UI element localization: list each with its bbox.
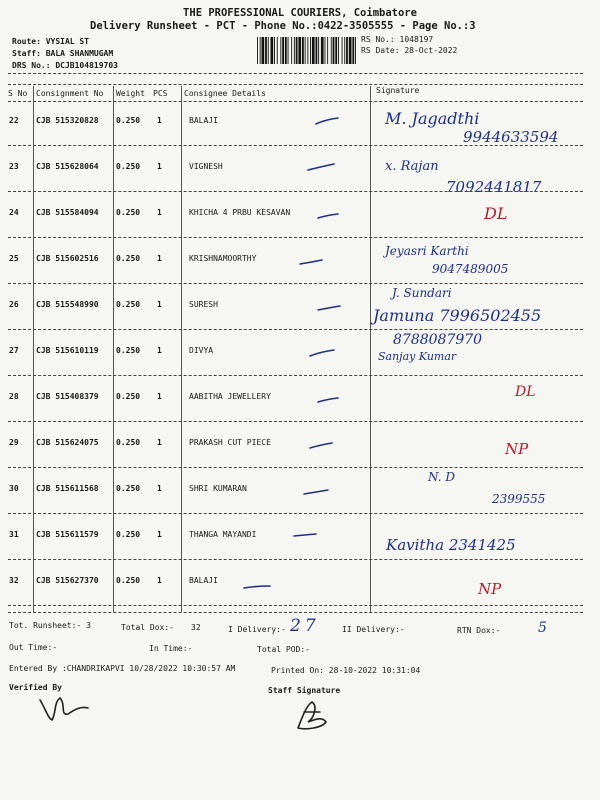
row-weight: 0.250 bbox=[116, 162, 141, 171]
row-pcs: 1 bbox=[157, 208, 162, 217]
row-weight: 0.250 bbox=[116, 530, 141, 539]
row-consignee: SURESH bbox=[189, 300, 218, 309]
col-header-sno: S No bbox=[8, 89, 28, 98]
total-dox-value: 32 bbox=[191, 623, 201, 632]
row-consignee: KRISHNAMOORTHY bbox=[189, 254, 257, 263]
row-sno: 29 bbox=[9, 438, 19, 447]
row-signature: x. Rajan bbox=[385, 159, 439, 174]
row-sno: 27 bbox=[9, 346, 19, 355]
pen-tick bbox=[294, 534, 316, 536]
row-pcs: 1 bbox=[157, 300, 162, 309]
pen-tick bbox=[318, 398, 338, 402]
row-consignment-no: CJB 515611579 bbox=[36, 530, 99, 539]
verified-by-label: Verified By bbox=[9, 683, 62, 692]
row-weight: 0.250 bbox=[116, 254, 141, 263]
row-signature: J. Sundari bbox=[392, 286, 452, 300]
row-pcs: 1 bbox=[157, 530, 162, 539]
row-signature: NP bbox=[478, 580, 502, 598]
printed-on: Printed On: 28-10-2022 10:31:04 bbox=[271, 666, 421, 675]
rs-date: RS Date: 28-Oct-2022 bbox=[361, 46, 458, 55]
row-sno: 23 bbox=[9, 162, 19, 171]
row-weight: 0.250 bbox=[116, 346, 141, 355]
rtn-dox-label: RTN Dox:- bbox=[457, 626, 501, 635]
row-pcs: 1 bbox=[157, 162, 162, 171]
row-sno: 30 bbox=[9, 484, 19, 493]
row-weight: 0.250 bbox=[116, 300, 141, 309]
pen-tick bbox=[300, 260, 322, 264]
row-pcs: 1 bbox=[157, 576, 162, 585]
route-label: Route: VYSIAL ST bbox=[12, 37, 90, 46]
row-pcs: 1 bbox=[157, 438, 162, 447]
row-consignee: BALAJI bbox=[189, 576, 218, 585]
row-sno: 24 bbox=[9, 208, 19, 217]
row-signature-phone: 2399555 bbox=[492, 492, 546, 506]
row-weight: 0.250 bbox=[116, 208, 141, 217]
row-weight: 0.250 bbox=[116, 576, 141, 585]
row-consignment-no: CJB 515602516 bbox=[36, 254, 99, 263]
row-consignment-no: CJB 515408379 bbox=[36, 392, 99, 401]
row-signature: Kavitha 2341425 bbox=[386, 536, 516, 554]
row-signature: Jeyasri Karthi bbox=[385, 244, 469, 258]
row-consignee: VIGNESH bbox=[189, 162, 223, 171]
ii-delivery-label: II Delivery:- bbox=[342, 625, 405, 634]
row-consignment-no: CJB 515611568 bbox=[36, 484, 99, 493]
row-sno: 22 bbox=[9, 116, 19, 125]
row-signature: N. D bbox=[428, 470, 455, 484]
row-signature: DL bbox=[515, 384, 536, 400]
total-pod-label: Total POD:- bbox=[257, 645, 310, 654]
pen-tick bbox=[316, 118, 338, 124]
row-consignment-no: CJB 515548990 bbox=[36, 300, 99, 309]
staff-label: Staff: BALA SHANMUGAM bbox=[12, 49, 114, 58]
row-weight: 0.250 bbox=[116, 484, 141, 493]
col-header-consignee: Consignee Details bbox=[184, 89, 266, 98]
rs-number: RS No.: 1048197 bbox=[361, 35, 434, 44]
out-time-label: Out Time:- bbox=[9, 643, 58, 652]
row-signature: 8788087970 bbox=[393, 332, 483, 348]
row-pcs: 1 bbox=[157, 484, 162, 493]
row-pcs: 1 bbox=[157, 116, 162, 125]
row-signature-phone: 9047489005 bbox=[432, 262, 509, 276]
row-consignee: SHRI KUMARAN bbox=[189, 484, 247, 493]
rtn-dox-value: 5 bbox=[538, 620, 547, 636]
total-dox-label: Total Dox:- bbox=[121, 623, 174, 632]
pen-tick bbox=[318, 214, 338, 218]
row-pcs: 1 bbox=[157, 254, 162, 263]
pen-tick bbox=[244, 586, 270, 588]
pen-tick bbox=[318, 306, 340, 310]
row-signature: NP bbox=[505, 440, 529, 458]
row-sno: 32 bbox=[9, 576, 19, 585]
staff-signature-label: Staff Signature bbox=[268, 686, 341, 695]
row-signature: M. Jagadthi bbox=[385, 109, 480, 128]
row-consignee: AABITHA JEWELLERY bbox=[189, 392, 271, 401]
drs-number: DRS No.: DCJB104819703 bbox=[12, 61, 118, 70]
row-weight: 0.250 bbox=[116, 116, 141, 125]
row-consignee: DIVYA bbox=[189, 346, 214, 355]
pen-tick bbox=[308, 164, 334, 170]
total-runsheet: Tot. Runsheet:- 3 bbox=[9, 621, 91, 630]
row-pcs: 1 bbox=[157, 346, 162, 355]
pen-tick bbox=[310, 443, 332, 448]
row-consignee: BALAJI bbox=[189, 116, 218, 125]
pen-tick bbox=[304, 490, 328, 494]
row-consignment-no: CJB 515320828 bbox=[36, 116, 99, 125]
row-sno: 28 bbox=[9, 392, 19, 401]
col-header-pcs: PCS bbox=[153, 89, 168, 98]
col-header-weight: Weight bbox=[116, 89, 145, 98]
row-consignee: THANGA MAYANDI bbox=[189, 530, 257, 539]
runsheet-title: THE PROFESSIONAL COURIERS, Coimbatore bbox=[183, 7, 417, 19]
pen-tick bbox=[310, 350, 334, 356]
row-sno: 25 bbox=[9, 254, 19, 263]
row-signature: DL bbox=[484, 204, 508, 223]
runsheet-subtitle: Delivery Runsheet - PCT - Phone No.:0422-3505555 - Page No.:3 bbox=[90, 20, 476, 32]
row-consignee: PRAKASH CUT PIECE bbox=[189, 438, 271, 447]
row-weight: 0.250 bbox=[116, 438, 141, 447]
col-header-consignment: Consignment No bbox=[36, 89, 104, 98]
row-pcs: 1 bbox=[157, 392, 162, 401]
row-signature-phone: Jamuna 7996502455 bbox=[373, 306, 542, 325]
row-signature-phone: 7092441817 bbox=[446, 178, 542, 196]
i-delivery-label: I Delivery:- bbox=[228, 625, 286, 634]
row-signature-phone: 9944633594 bbox=[463, 128, 559, 146]
row-consignment-no: CJB 515584094 bbox=[36, 208, 99, 217]
row-consignment-no: CJB 515628064 bbox=[36, 162, 99, 171]
i-delivery-value: 27 bbox=[290, 616, 320, 636]
row-sno: 26 bbox=[9, 300, 19, 309]
row-consignment-no: CJB 515610119 bbox=[36, 346, 99, 355]
row-consignment-no: CJB 515627370 bbox=[36, 576, 99, 585]
entered-by: Entered By :CHANDRIKAPVI 10/28/2022 10:30:57 AM bbox=[9, 664, 236, 673]
row-consignee: KHICHA 4 PRBU KESAVAN bbox=[189, 208, 291, 217]
row-weight: 0.250 bbox=[116, 392, 141, 401]
row-sno: 31 bbox=[9, 530, 19, 539]
in-time-label: In Time:- bbox=[149, 644, 193, 653]
col-header-signature: Signature bbox=[376, 86, 420, 95]
row-signature-phone: Sanjay Kumar bbox=[378, 350, 457, 363]
row-consignment-no: CJB 515624075 bbox=[36, 438, 99, 447]
